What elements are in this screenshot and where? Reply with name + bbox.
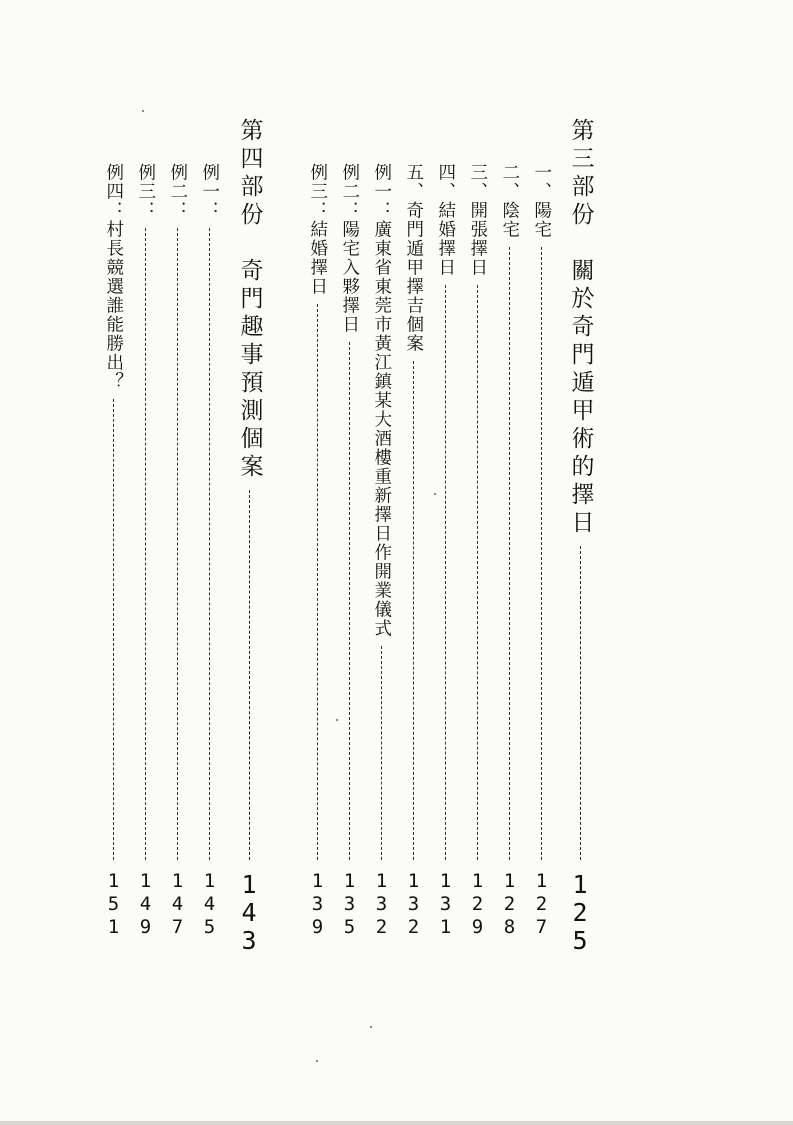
scan-speck [370, 1026, 372, 1028]
toc-page-number: 151 [102, 870, 125, 939]
scan-speck [434, 493, 436, 495]
toc-leader [145, 228, 146, 860]
toc-entry[interactable] [102, 118, 124, 938]
toc-entry-title: 三、開張擇日 [467, 163, 488, 277]
toc-entry[interactable] [198, 118, 220, 938]
toc-leader [113, 399, 114, 860]
toc-page-number: 132 [370, 870, 393, 939]
toc-entry[interactable] [434, 118, 456, 938]
toc-page-number: 139 [306, 870, 329, 939]
scan-speck [336, 719, 338, 721]
scan-speck [316, 1060, 318, 1062]
toc-section-part-3[interactable] [565, 118, 595, 954]
toc-leader [580, 546, 581, 860]
toc-entry[interactable] [402, 118, 424, 938]
toc-entry[interactable] [530, 118, 552, 938]
toc-section-title: 第三部份 關於奇門遁甲術的擇日 [567, 118, 594, 538]
toc-entry[interactable] [466, 118, 488, 938]
toc-entry[interactable] [134, 118, 156, 938]
toc-entry[interactable] [370, 118, 392, 938]
toc-entry-title: 一、陽宅 [531, 163, 552, 239]
toc-page-number: 143 [234, 870, 264, 954]
toc-entry-title: 例一： [199, 163, 220, 220]
toc-entry-title: 例二：陽宅入夥擇日 [339, 163, 360, 334]
toc-leader [249, 490, 250, 860]
toc-leader [317, 304, 318, 860]
toc-leader [177, 228, 178, 860]
toc-entry-title: 二、陰宅 [499, 163, 520, 239]
toc-entry[interactable] [306, 118, 328, 938]
toc-leader [413, 361, 414, 860]
toc-entry[interactable] [166, 118, 188, 938]
toc-entry-title: 例三： [135, 163, 156, 220]
toc-section-part-4[interactable] [234, 118, 264, 954]
toc-page-number: 145 [198, 870, 221, 939]
scan-edge [0, 1121, 793, 1125]
toc-entry-title: 例三：結婚擇日 [307, 163, 328, 296]
toc-entry[interactable] [338, 118, 360, 938]
toc-page-number: 131 [434, 870, 457, 939]
toc-leader [541, 247, 542, 860]
toc-section-title: 第四部份 奇門趣事預測個案 [236, 118, 263, 482]
toc-page-number: 128 [498, 870, 521, 939]
toc-leader [349, 342, 350, 860]
toc-leader [477, 285, 478, 860]
toc-page-number: 132 [402, 870, 425, 939]
toc-entry-title: 例一：廣東省東莞市黃江鎮某大酒樓重新擇日作開業儀式 [371, 163, 392, 638]
toc-page-number: 135 [338, 870, 361, 939]
scan-speck [142, 110, 144, 112]
toc-entry-title: 例二： [167, 163, 188, 220]
toc-page-number: 147 [166, 870, 189, 939]
toc-entry-title: 四、結婚擇日 [435, 163, 456, 277]
toc-page-number: 149 [134, 870, 157, 939]
toc-page-number: 129 [466, 870, 489, 939]
toc-page-number: 127 [530, 870, 553, 939]
toc-leader [445, 285, 446, 860]
toc-entry-title: 例四：村長競選誰能勝出？ [103, 163, 124, 391]
toc-entry-title: 五、奇門遁甲擇吉個案 [403, 163, 424, 353]
toc-entry[interactable] [498, 118, 520, 938]
toc-leader [509, 247, 510, 860]
toc-leader [209, 228, 210, 860]
toc-page-number: 125 [565, 870, 595, 954]
toc-leader [381, 646, 382, 860]
